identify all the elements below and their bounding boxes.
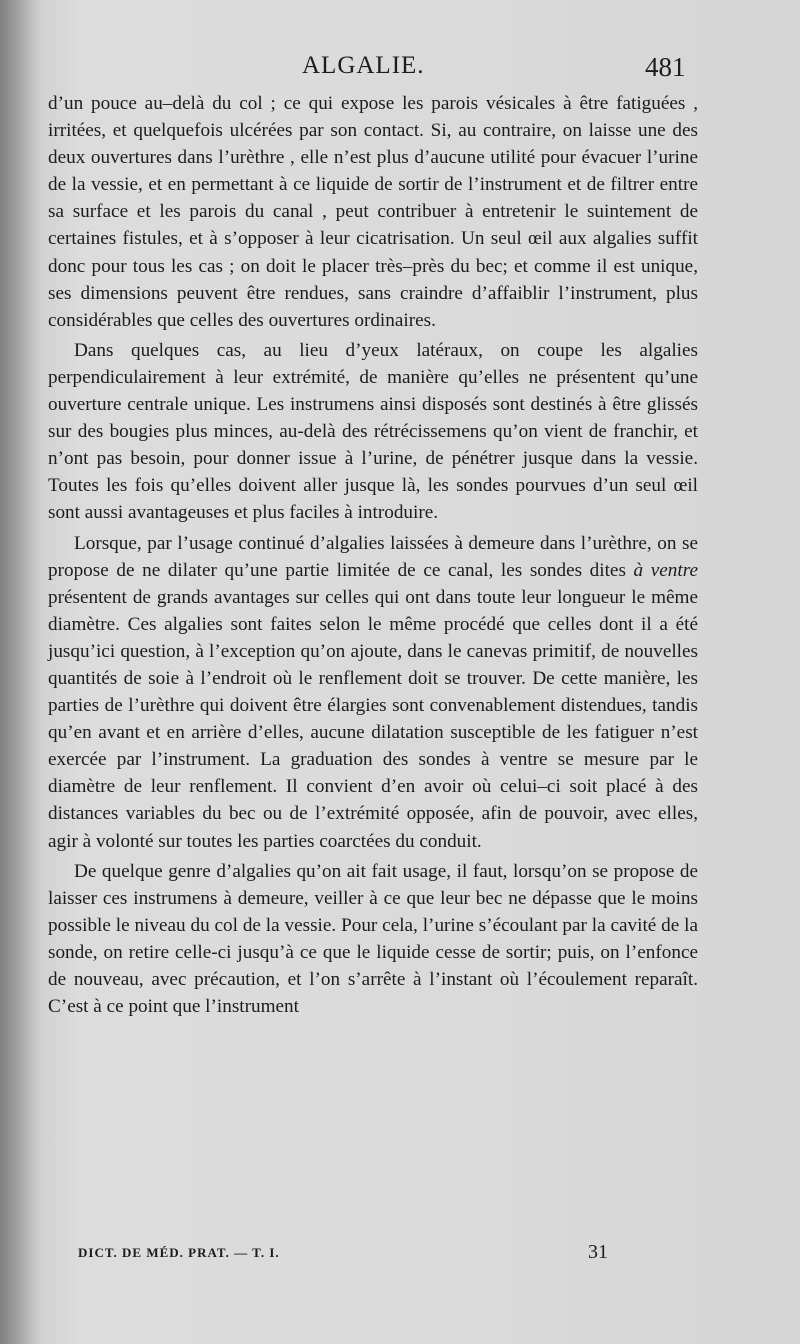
- italic-term: à ventre: [633, 559, 698, 581]
- page-footer: [78, 1241, 638, 1271]
- paragraph-1: d’un pouce au–delà du col ; ce qui expose les parois vésicales à être fatiguées , irritées, et quelquefois ulcérées par son contact. Si, au contraire, on laisse une des deux ouvertures dans l’urèthre , elle n’est plus d’aucune utilité pour évacuer l’urine de la vessie, et en permettant à ce liquide de sortir de l’instrument et de filtrer entre sa surface et les parois du canal , peut contribuer à entretenir le suintement de certaines fistules, et à s’opposer à leur cicatrisation. Un seul œil aux algalies suffit donc pour tous les cas ; on doit le placer très–près du bec; et comme il est unique, ses dimensions peuvent être rendues, sans craindre d’affaiblir l’instrument, plus considérables que celles des ouvertures ordinaires.: [48, 93, 698, 331]
- page-number: 481: [645, 52, 686, 82]
- page-title: ALGALIE.: [302, 52, 425, 79]
- paragraph-2: Dans quelques cas, au lieu d’yeux latéraux, on coupe les algalies perpendiculairement à leur extrémité, de manière qu’elles ne présentent qu’une ouverture centrale unique. Les instrumens ainsi disposés sont destinés à être glissés sur des bougies plus minces, au-delà des rétrécissemens qu’on vient de franchir, et n’ont pas besoin, pour donner issue à l’urine, de pénétrer jusque dans la vessie. Toutes les fois qu’elles doivent aller jusque là, les sondes pourvues d’un seul œil sont aussi avantageuses et plus faciles à introduire.: [48, 339, 698, 524]
- body-text: [48, 90, 698, 1020]
- paragraph-3-text-after: présentent de grands avantages sur celles qui ont dans toute leur longueur le même diamètre. Ces algalies sont faites selon le même procédé que celles dont il a été jusqu’ici question, à l’exception qu’on ajoute, dans le canevas primitif, de nouvelles quantités de soie à l’endroit où le renflement doit se trouver. De cette manière, les parties de l’urèthre qui doivent être élargies sont convenablement distendues, tandis qu’en avant et en arrière d’elles, aucune dilatation susceptible de les fatiguer n’est exercée par l’instrument. La graduation des sondes à ventre se mesure par le diamètre de leur renflement. Il convient d’en avoir où celui–ci soit placé à des distances variables du bec ou de l’extrémité opposée, afin de pouvoir, avec elles, agir à volonté sur toutes les parties coarctées du conduit.: [48, 586, 698, 852]
- paragraph-3: [48, 530, 698, 855]
- signature-line: DICT. DE MÉD. PRAT. — T. I.: [78, 1245, 280, 1260]
- running-head: [0, 52, 800, 88]
- sheet-number: 31: [588, 1241, 608, 1263]
- binding-shadow: [0, 0, 42, 1344]
- paragraph-4: De quelque genre d’algalies qu’on ait fait usage, il faut, lorsqu’on se propose de laisser ces instrumens à demeure, veiller à ce que leur bec ne dépasse que le moins possible le niveau du col de la vessie. Pour cela, l’urine s’écoulant par la cavité de la sonde, on retire celle-ci jusqu’à ce que le liquide cesse de sortir; puis, on l’enfonce de nouveau, avec précaution, et l’on s’arrête à l’instant où l’écoulement reparaît. C’est à ce point que l’instrument: [48, 860, 698, 1018]
- paragraph-3-text-before: Lorsque, par l’usage continué d’algalies laissées à demeure dans l’urèthre, on se propose de ne dilater qu’une partie limitée de ce canal, les sondes dites: [48, 532, 698, 581]
